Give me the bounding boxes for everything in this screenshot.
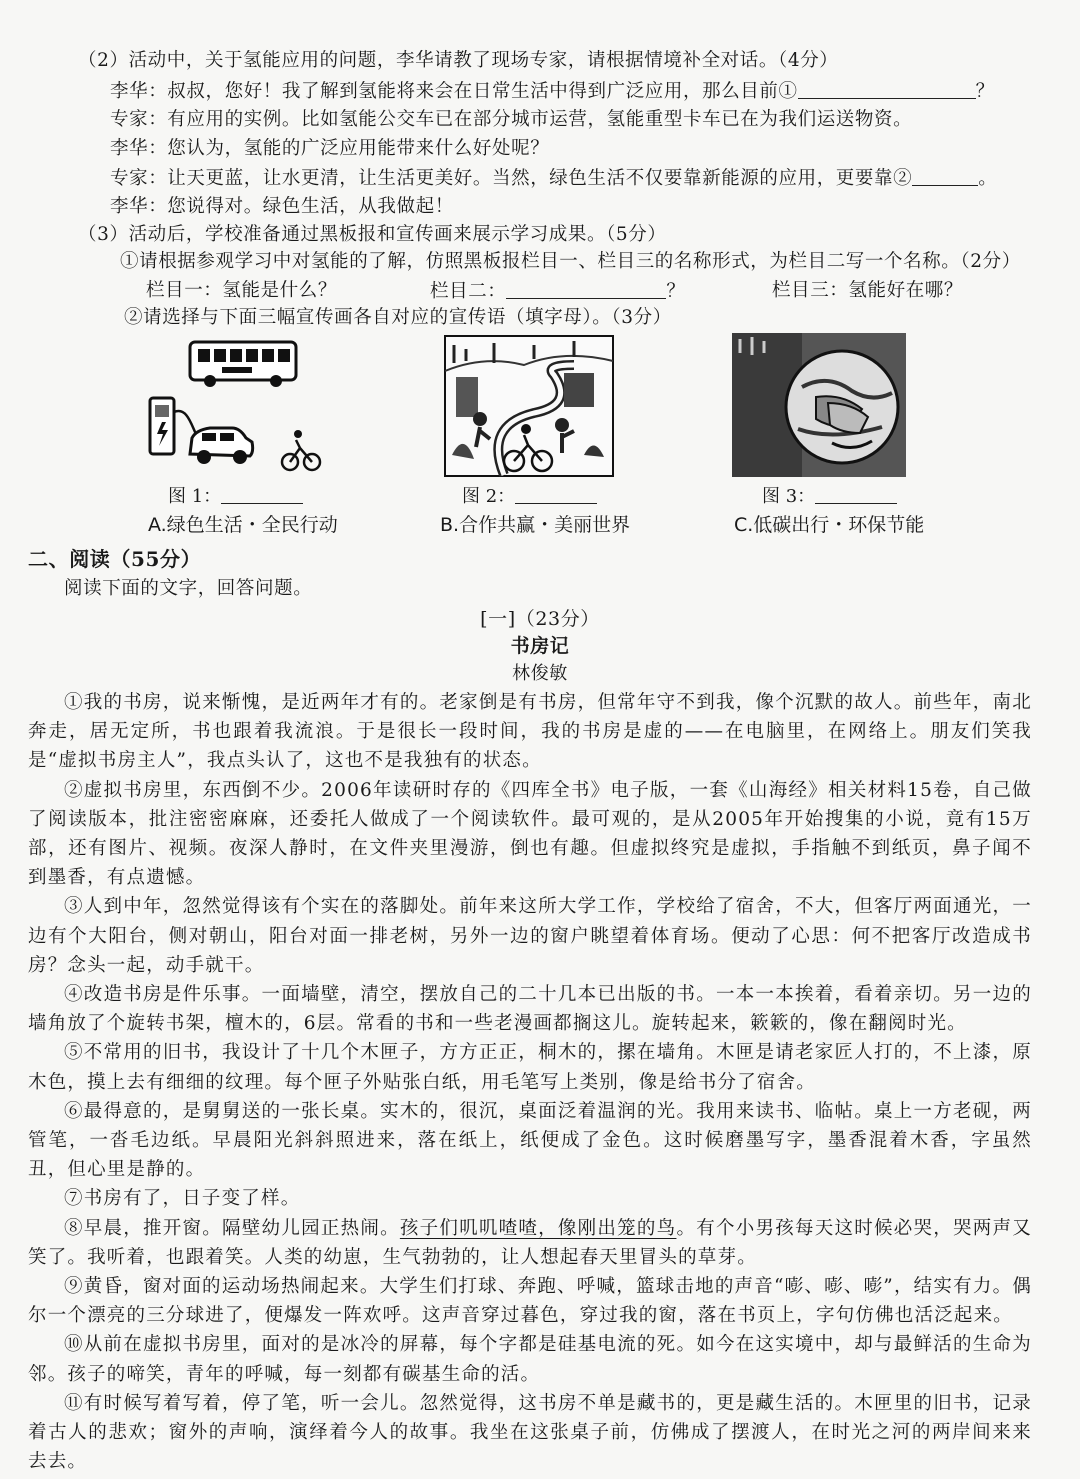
paragraph-6: ⑥最得意的，是舅舅送的一张长桌。实木的，很沉，桌面泛着温润的光。我用来读书、临帖。桌上一方老砚，两管笔，一沓毛边纸。早晨阳光斜斜照进来，落在纸上，纸便成了金色。这时候磨墨写字，墨香混着木香，字虽然丑，但心里是静的。 bbox=[28, 1100, 1032, 1181]
paragraph-8 bbox=[28, 1214, 1032, 1272]
q2-dialogue-line5: 李华：您说得对。绿色生活，从我做起！ bbox=[110, 196, 454, 217]
paragraph-5: ⑤不常用的旧书，我设计了十几个木匣子，方方正正，桐木的，摞在墙角。木匣是请老家匠人打的，不上漆，原木色，摸上去有细细的纹理。每个匣子外贴张白纸，用毛笔写上类别，像是给书分了宿舍。 bbox=[28, 1042, 1032, 1093]
paragraph-3: ③人到中年，忽然觉得该有个实在的落脚处。前年来这所大学工作，学校给了宿舍，不大，但客厅两面通光，一边有个大阳台，侧对朝山，阳台对面一排老树，另外一边的窗户眺望着体育场。便动了心思：何不把客厅改造成书房？念头一起，动手就干。 bbox=[28, 896, 1032, 976]
figure-3-illustration bbox=[732, 333, 906, 477]
figure-1-illustration bbox=[140, 336, 330, 478]
paragraph-8-start: ⑧早晨，推开窗。隔壁幼儿园正热闹。 bbox=[64, 1217, 400, 1239]
answer-blank-fig2[interactable] bbox=[515, 483, 597, 504]
passage-author: 林俊敏 bbox=[512, 663, 568, 684]
figure-3-caption bbox=[762, 482, 897, 508]
answer-blank-fig3[interactable] bbox=[815, 483, 897, 504]
q2-line4-text: 专家：让天更蓝，让水更清，让生活更美好。当然，绿色生活不仅要靠新能源的应用，更要靠② bbox=[110, 168, 913, 189]
paragraph-8-end: 。有个小男孩每天这时候必哭，哭两声又笑了。我听着，也跟着笑。人类的幼崽，生气勃勃的，让人想起春天里冒头的草芽。 bbox=[28, 1217, 1033, 1268]
q2-line1-end: ？ bbox=[975, 81, 995, 102]
bus-car-charger-bicycle-icon bbox=[140, 336, 330, 478]
paragraph-4: ④改造书房是件乐事。一面墙壁，清空，摆放自己的二十几本已出版的书。一本一本挨着，看着亲切。另一边的墙角放了个旋转书架，檀木的，6层。常看的书和一些老漫画都搁这儿。旋转起来，簌簌的，像在翻阅时光。 bbox=[28, 984, 1032, 1035]
q2-line4-end: 。 bbox=[978, 168, 998, 189]
tree-planting-cycling-icon bbox=[444, 335, 614, 477]
passage-part-label: [一]（23分） bbox=[480, 608, 600, 630]
section-heading: 二、阅读（55分） bbox=[28, 547, 202, 571]
paragraph-7: ⑦书房有了，日子变了样。 bbox=[64, 1188, 301, 1210]
figure-1-label: 图 1： bbox=[168, 486, 222, 507]
q2-intro: （2）活动中，关于氢能应用的问题，李华请教了现场专家，请根据情境补全对话。（4分） bbox=[78, 50, 839, 71]
figure-2-illustration bbox=[444, 335, 614, 477]
q2-dialogue-line3: 李华：您认为，氢能的广泛应用能带来什么好处呢？ bbox=[110, 138, 550, 159]
q2-dialogue-line1 bbox=[110, 78, 995, 105]
paragraph-11: ⑪有时候写着写着，停了笔，听一会儿。忽然觉得，这书房不单是藏书的，更是藏生活的。木匣里的旧书，记录着古人的悲欢；窗外的声响，演绎着今人的故事。我坐在这张桌子前，仿佛成了摆渡人，在时光之河的两岸间来来去去。 bbox=[28, 1392, 1032, 1473]
option-b: B.合作共赢・美丽世界 bbox=[440, 514, 631, 536]
column-two bbox=[430, 278, 686, 305]
column-three: 栏目三：氢能好在哪？ bbox=[772, 280, 964, 301]
column-two-end: ？ bbox=[666, 281, 686, 302]
figure-1-caption bbox=[168, 482, 303, 508]
column-one: 栏目一：氢能是什么？ bbox=[146, 280, 338, 301]
answer-blank-2[interactable] bbox=[912, 165, 978, 186]
paragraph-2: ②虚拟书房里，东西倒不少。2006年读研时存的《四库全书》电子版，一套《山海经》相关材料15卷，自己做了阅读版本，批注密密麻麻，还委托人做成了一个阅读软件。最可观的，是从2005年开始搜集的小说，竟有15万部，还有图片、视频。夜深人静时，在文件夹里漫游，倒也有趣。但虚拟终究是虚拟，手指触不到纸页，鼻子闻不到墨香，有点遗憾。 bbox=[28, 779, 1032, 889]
q3-sub2: ②请选择与下面三幅宣传画各自对应的宣传语（填字母）。（3分） bbox=[124, 307, 672, 328]
figure-3-label: 图 3： bbox=[762, 486, 816, 507]
handshake-globe-icon bbox=[732, 333, 906, 477]
paragraph-10: ⑩从前在虚拟书房里，面对的是冰冷的屏幕，每个字都是硅基电流的死。如今在这实境中，却与最鲜活的生命为邻。孩子的啼笑，青年的呼喊，每一刻都有碳基生命的活。 bbox=[28, 1334, 1032, 1385]
q3-intro: （3）活动后，学校准备通过黑板报和宣传画来展示学习成果。（5分） bbox=[78, 224, 667, 245]
column-two-label: 栏目二： bbox=[430, 281, 507, 302]
option-c: C.低碳出行・环保节能 bbox=[734, 514, 925, 536]
q2-line1-text: 李华：叔叔，您好！我了解到氢能将来会在日常生活中得到广泛应用，那么目前① bbox=[110, 81, 798, 102]
underlined-sentence: 孩子们叽叽喳喳，像刚出笼的鸟 bbox=[399, 1217, 677, 1239]
answer-blank-fig1[interactable] bbox=[221, 483, 303, 504]
paragraph-1: ①我的书房，说来惭愧，是近两年才有的。老家倒是有书房，但常年守不到我，像个沉默的故人。前些年，南北奔走，居无定所，书也跟着我流浪。于是很长一段时间，我的书房是虚的——在电脑里，在网络上。朋友们笑我是“虚拟书房主人”，我点头认了，这也不是我独有的状态。 bbox=[28, 692, 1032, 772]
section-instruction: 阅读下面的文字，回答问题。 bbox=[64, 578, 313, 599]
figure-2-label: 图 2： bbox=[462, 486, 516, 507]
paragraph-9: ⑨黄昏，窗对面的运动场热闹起来。大学生们打球、奔跑、呼喊，篮球击地的声音“嘭、嘭、嘭”，结实有力。偶尔一个漂亮的三分球进了，便爆发一阵欢呼。这声音穿过暮色，穿过我的窗，落在书页上，字句仿佛也活泛起来。 bbox=[28, 1276, 1032, 1327]
q3-sub1: ①请根据参观学习中对氢能的了解，仿照黑板报栏目一、栏目三的名称形式，为栏目二写一个名称。（2分） bbox=[120, 251, 1021, 272]
q2-dialogue-line2: 专家：有应用的实例。比如氢能公交车已在部分城市运营，氢能重型卡车已在为我们运送物资。 bbox=[110, 109, 913, 130]
q2-dialogue-line4 bbox=[110, 165, 997, 192]
answer-blank-1[interactable] bbox=[798, 78, 976, 99]
option-a: A.绿色生活・全民行动 bbox=[148, 514, 338, 536]
figure-2-caption bbox=[462, 482, 597, 508]
passage-body bbox=[28, 688, 1032, 1476]
answer-blank-column-two[interactable] bbox=[506, 278, 666, 299]
passage-title: 书房记 bbox=[510, 635, 570, 657]
